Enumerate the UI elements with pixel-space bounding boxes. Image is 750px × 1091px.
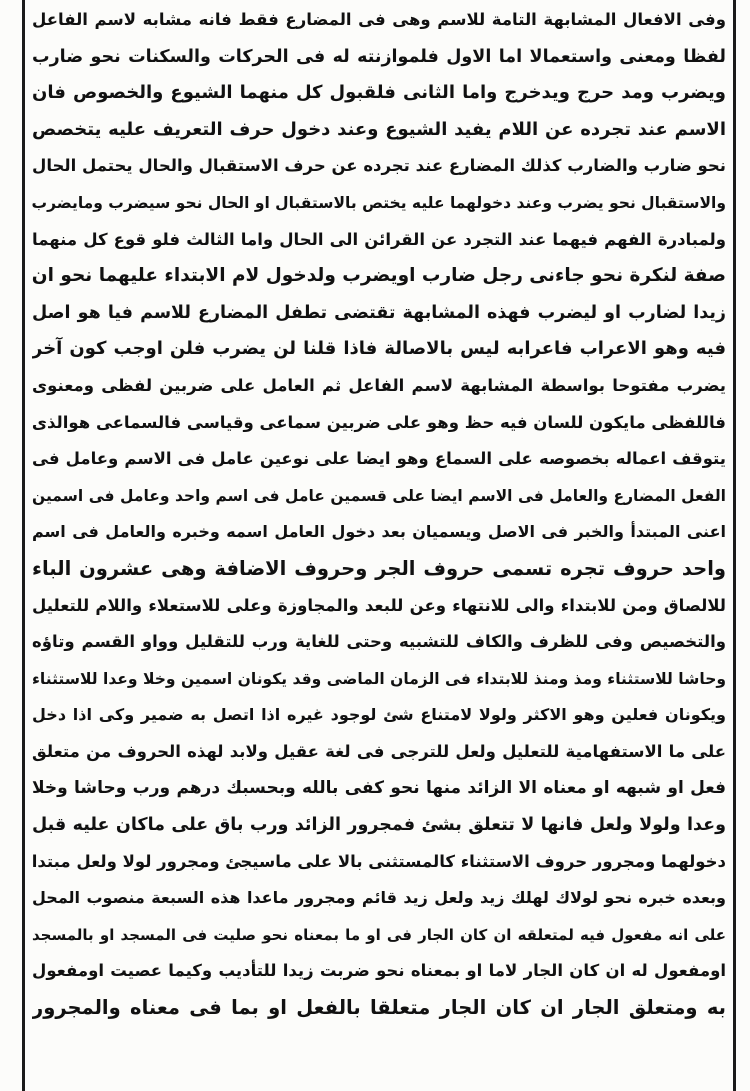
text-line: فيه وهو الاعراب فاعرابه ليس بالاصالة فاذا قلنا لن يضرب فلن اوجب كون آخر [32,338,726,360]
text-line: صفة لنكرة نحو جاءنى رجل ضارب اويضرب ولدخول لام الابتداء عليهما نحو ان [32,265,726,287]
text-line: وحاشا للاستثناء ومذ ومنذ للابتداء فى الزمان الماضى وقد يكونان اسمين وخلا وعدا للاستثناء [32,669,726,688]
left-margin-rule [22,0,25,1091]
text-line: على ما الاستفهامية للتعليل ولعل للترجى فى لغة عقيل ولابد لهذه الحروف من متعلق [32,741,726,761]
text-line: الفعل المضارع والعامل فى الاسم ايضا على قسمين عامل فى اسم واحد وعامل فى اسمين [32,486,726,505]
text-line: اومفعول له ان كان الجار لاما او بمعناه نحو ضربت زيدا للتأديب وكيما عصيت اومفعول [32,961,726,981]
right-margin-rule [733,0,736,1091]
text-line: ولمبادرة الفهم فيهما عند التجرد عن القرائن الى الحال واما الثالث فلو قوع كل منهما [32,229,726,249]
text-line: نحو ضارب والضارب كذلك المضارع عند تجرده عن حرف الاستقبال والحال يحتمل الحال [32,156,726,176]
text-line: واحد حروف تجره تسمى حروف الجر وحروف الاضافة وهى عشرون الباء [32,556,726,580]
text-line: فعل او شبهه او معناه الا الزائد منها نحو كفى بالله وبحسبك درهم ورب وحاشا وخلا [32,778,726,799]
text-line: يتوقف اعماله بخصوصه على السماع وهو ايضا على نوعين عامل فى الاسم وعامل فى [32,449,726,469]
text-line: اعنى المبتدأ والخبر فى الاصل ويسميان بعد دخول العامل اسمه وخبره والعامل فى اسم [32,522,726,542]
text-line: والاستقبال نحو يضرب وعند دخولهما عليه يختص بالاستقبال او الحال نحو سيضرب ومايضرب [32,193,726,212]
text-line: ويكونان فعلين وهو الاكثر ولولا لامتناع شئ لوجود غيره اذا اتصل به ضمير وكى اذا دخل [32,705,726,725]
text-line: والتخصيص وفى للظرف والكاف للتشبيه وحتى للغاية ورب للتقليل وواو القسم وتاؤه [32,632,726,652]
text-line: وعدا ولولا ولعل فانها لا تتعلق بشئ فمجرور الزائد ورب باق على ماكان عليه قبل [32,815,726,836]
arabic-text-block [32,2,726,1027]
text-line: دخولهما ومجرور حروف الاستثناء كالمستثنى بالا على ماسيجئ ومجرور لولا ولعل مبتدا [32,851,726,871]
text-line: ويضرب ومد حرج ويدخرج واما الثانى فلقبول كل منهما الشيوع والخصوص فان [32,82,726,104]
text-line: به ومتعلق الجار ان كان الجار متعلقا بالفعل او بما فى معناه والمجرور [32,996,726,1020]
text-line: فاللفظى مايكون للسان فيه حظ وهو على ضربين سماعى وقياسى فالسماعى هوالذى [32,412,726,432]
text-line: للالصاق ومن للابتداء والى للانتهاء وعن للبعد والمجاوزة وعلى للاستعلاء واللام للتعليل [32,595,726,615]
text-line: لفظا ومعنى واستعمالا اما الاول فلموازنته له فى الحركات والسكنات نحو ضارب [32,46,726,67]
text-line: وفى الافعال المشابهة التامة للاسم وهى فى المضارع فقط فانه مشابه لاسم الفاعل [32,10,726,29]
text-line: على انه مفعول فيه لمتعلقه ان كان الجار فى او ما بمعناه نحو صليت فى المسجد او بالمسجد [32,925,726,944]
text-line: وبعده خبره نحو لولاك لهلك زيد ولعل زيد قائم ومجرور ماعدا هذه السبعة منصوب المحل [32,888,726,908]
text-line: الاسم عند تجرده عن اللام يفيد الشيوع وعند دخول حرف التعريف عليه يتخصص [32,118,726,140]
text-line: يضرب مفتوحا بواسطة المشابهة لاسم الفاعل ثم العامل على ضربين لفظى ومعنوى [32,375,726,395]
text-line: زيدا لضارب او ليضرب فهذه المشابهة تقتضى تطفل المضارع للاسم فيا هو اصل [32,302,726,323]
